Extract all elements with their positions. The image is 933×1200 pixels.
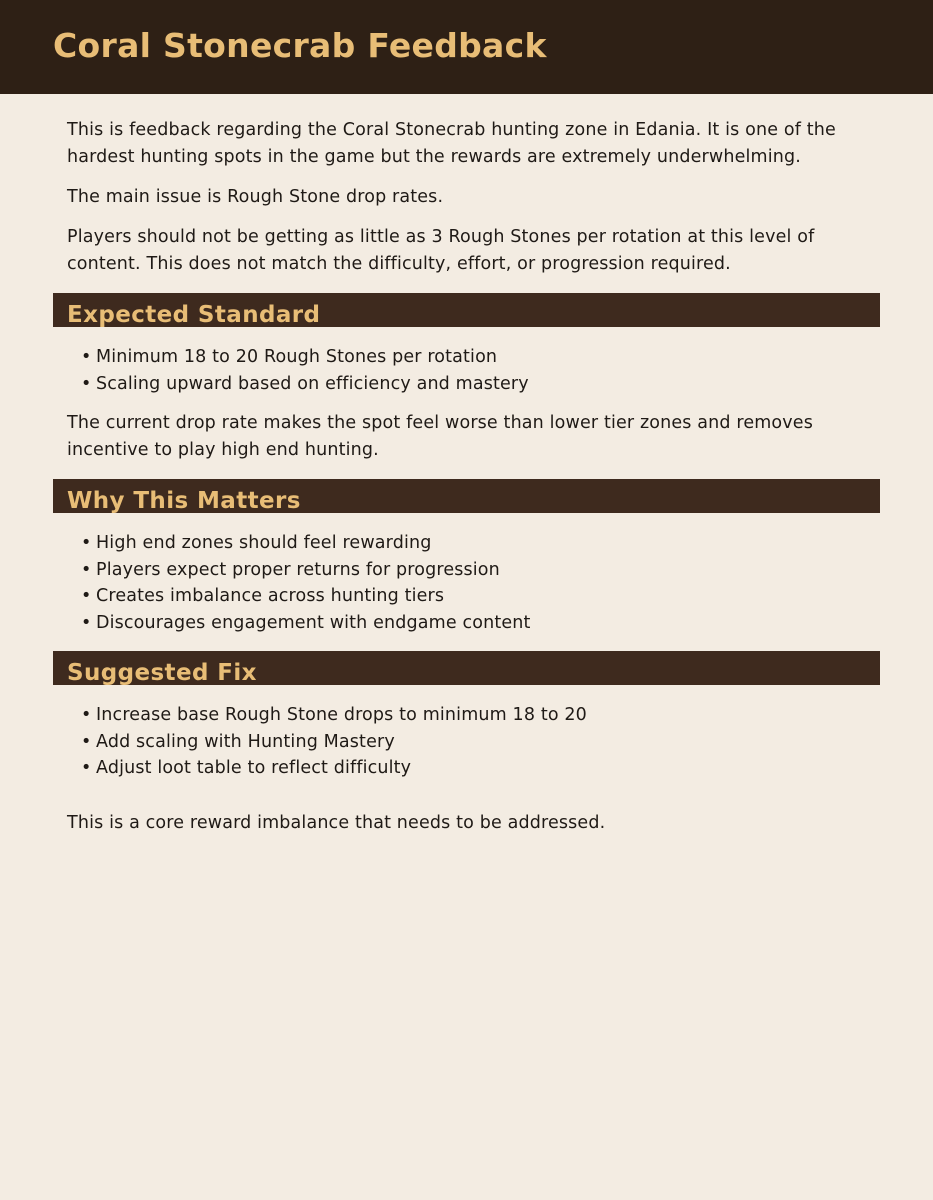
list-item — [81, 557, 880, 584]
page-header — [0, 0, 933, 94]
bullet-icon: • — [81, 612, 92, 633]
bullet-icon: • — [81, 586, 92, 606]
suggested-fix-list — [53, 702, 880, 782]
why-this-matters-list — [53, 530, 880, 636]
list-item — [81, 583, 880, 610]
players-paragraph: Players should not be getting as little as 3 Rough Stones per rotation at this level of content. This does not match the difficulty, effort, or progression required. — [67, 227, 815, 274]
list-item-text: Adjust loot table to reflect difficulty — [96, 758, 412, 778]
list-item — [81, 729, 880, 756]
list-item-text: Players expect proper returns for progression — [96, 559, 500, 580]
bullet-icon: • — [81, 758, 92, 778]
section-header-why-this-matters — [53, 479, 880, 513]
drop-rate-note: The current drop rate makes the spot feel worse than lower tier zones and removes incentive to play high end hunting. — [67, 413, 813, 460]
closing-paragraph: This is a core reward imbalance that needs to be addressed. — [67, 812, 606, 833]
list-item — [81, 610, 880, 637]
bullet-icon: • — [81, 705, 92, 725]
bullet-icon: • — [81, 533, 92, 553]
main-issue-paragraph: The main issue is Rough Stone drop rates. — [67, 187, 444, 207]
section-heading: Why This Matters — [67, 488, 301, 514]
list-item-text: Increase base Rough Stone drops to minimum 18 to 20 — [96, 705, 587, 725]
list-item — [81, 702, 880, 729]
list-item-text: Add scaling with Hunting Mastery — [96, 731, 395, 752]
list-item — [81, 371, 880, 398]
section-heading: Expected Standard — [67, 302, 321, 328]
bullet-icon: • — [81, 373, 92, 394]
expected-standard-list — [53, 344, 880, 397]
intro-paragraph: This is feedback regarding the Coral Stonecrab hunting zone in Edania. It is one of the hardest hunting spots in the game but the rewards are extremely underwhelming. — [67, 120, 836, 167]
list-item-text: Minimum 18 to 20 Rough Stones per rotation — [96, 347, 498, 367]
section-header-suggested-fix — [53, 651, 880, 685]
list-item-text: Scaling upward based on efficiency and mastery — [96, 373, 529, 394]
section-heading: Suggested Fix — [67, 660, 257, 686]
list-item — [81, 755, 880, 782]
bullet-icon: • — [81, 347, 92, 367]
list-item — [81, 530, 880, 557]
list-item — [81, 344, 880, 371]
list-item-text: High end zones should feel rewarding — [96, 533, 432, 553]
bullet-icon: • — [81, 731, 92, 752]
section-header-expected-standard — [53, 293, 880, 327]
bullet-icon: • — [81, 559, 92, 580]
list-item-text: Creates imbalance across hunting tiers — [96, 586, 445, 606]
list-item-text: Discourages engagement with endgame content — [96, 612, 531, 633]
page-title: Coral Stonecrab Feedback — [53, 25, 547, 65]
document-body — [53, 94, 880, 837]
